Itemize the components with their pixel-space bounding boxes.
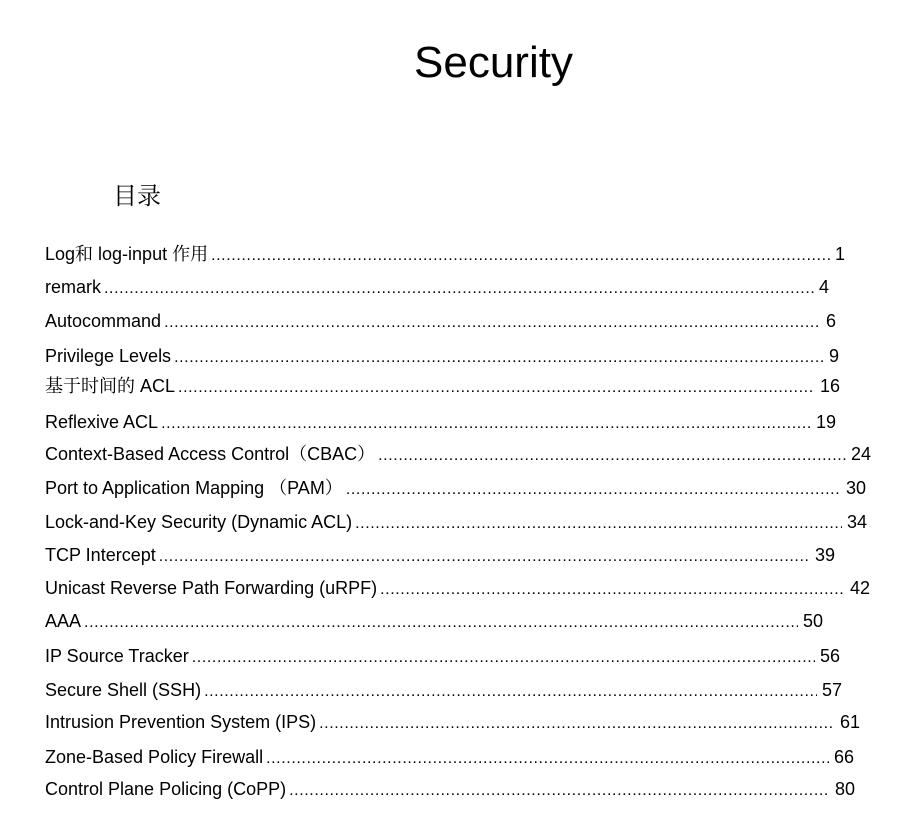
toc-dot-leader [380,579,845,601]
toc-entry-time-based-acl[interactable] [45,375,840,397]
toc-dot-leader [204,681,817,703]
toc-entry-title: Context-Based Access Control（CBAC） [45,444,376,464]
toc-entry-title: Zone-Based Policy Firewall [45,747,264,767]
toc-dot-leader [84,612,798,634]
toc-page-number: 6 [825,311,836,331]
toc-page-number: 30 [845,478,866,498]
toc-page-number: 50 [802,611,823,631]
toc-entry-title: Control Plane Policing (CoPP) [45,779,287,799]
toc-entry-title: Lock-and-Key Security (Dynamic ACL) [45,512,353,532]
toc-entry-title: Intrusion Prevention System (IPS) [45,712,317,732]
toc-page-number: 16 [819,376,840,396]
toc-entry-title: Log和 log-input 作用 [45,244,209,264]
toc-entry-title: Secure Shell (SSH) [45,680,202,700]
toc-dot-leader [174,347,824,369]
toc-page-number: 56 [819,646,840,666]
toc-dot-leader [159,546,810,568]
toc-dot-leader [178,377,815,399]
toc-entry-title: Port to Application Mapping （PAM） [45,478,343,498]
toc-page-number: 42 [849,578,870,598]
toc-page-number: 80 [834,779,855,799]
toc-entry-zone-based-firewall[interactable] [45,746,854,768]
toc-page-number: 1 [834,244,845,264]
toc-entry-lock-and-key[interactable] [45,511,867,533]
toc-entry-title: TCP Intercept [45,545,156,565]
toc-entry-title: IP Source Tracker [45,646,189,666]
toc-dot-leader [346,479,841,501]
toc-page-number: 19 [815,412,836,432]
toc-entry-title: Privilege Levels [45,346,172,366]
toc-dot-leader [355,513,842,535]
toc-dot-leader [378,445,846,467]
toc-entry-title: AAA [45,611,82,631]
toc-entry-copp[interactable] [45,778,855,800]
toc-entry-remark[interactable] [45,276,829,298]
toc-page-number: 34 [846,512,867,532]
toc-page-number: 39 [814,545,835,565]
toc-entry-privilege-levels[interactable] [45,345,839,367]
toc-entry-pam[interactable] [45,477,866,499]
toc-entry-title: 基于时间的 ACL [45,376,176,396]
document-title: Security [414,38,573,87]
toc-dot-leader [104,278,814,300]
toc-entry-ip-source-tracker[interactable] [45,645,840,667]
toc-entry-title: Reflexive ACL [45,412,159,432]
toc-entry-ips[interactable] [45,711,860,733]
toc-entry-reflexive-acl[interactable] [45,411,836,433]
toc-entry-cbac[interactable] [45,443,871,465]
toc-page-number: 61 [839,712,860,732]
toc-entry-autocommand[interactable] [45,310,836,332]
toc-dot-leader [211,245,830,267]
toc-entry-title: remark [45,277,102,297]
toc-page-number: 9 [828,346,839,366]
toc-dot-leader [289,780,830,802]
toc-entry-aaa[interactable] [45,610,823,632]
toc-page-number: 24 [850,444,871,464]
toc-entry-log-input[interactable] [45,243,845,265]
toc-dot-leader [266,748,829,770]
toc-entry-tcp-intercept[interactable] [45,544,835,566]
toc-entry-title: Unicast Reverse Path Forwarding (uRPF) [45,578,378,598]
toc-page-number: 66 [833,747,854,767]
toc-dot-leader [319,713,835,735]
toc-page-number: 57 [821,680,842,700]
toc-dot-leader [192,647,815,669]
toc-page-number: 4 [818,277,829,297]
toc-dot-leader [164,312,821,334]
toc-dot-leader [161,413,811,435]
toc-entry-title: Autocommand [45,311,162,331]
toc-entry-ssh[interactable] [45,679,842,701]
toc-heading: 目录 [113,182,161,210]
toc-entry-urpf[interactable] [45,577,870,599]
